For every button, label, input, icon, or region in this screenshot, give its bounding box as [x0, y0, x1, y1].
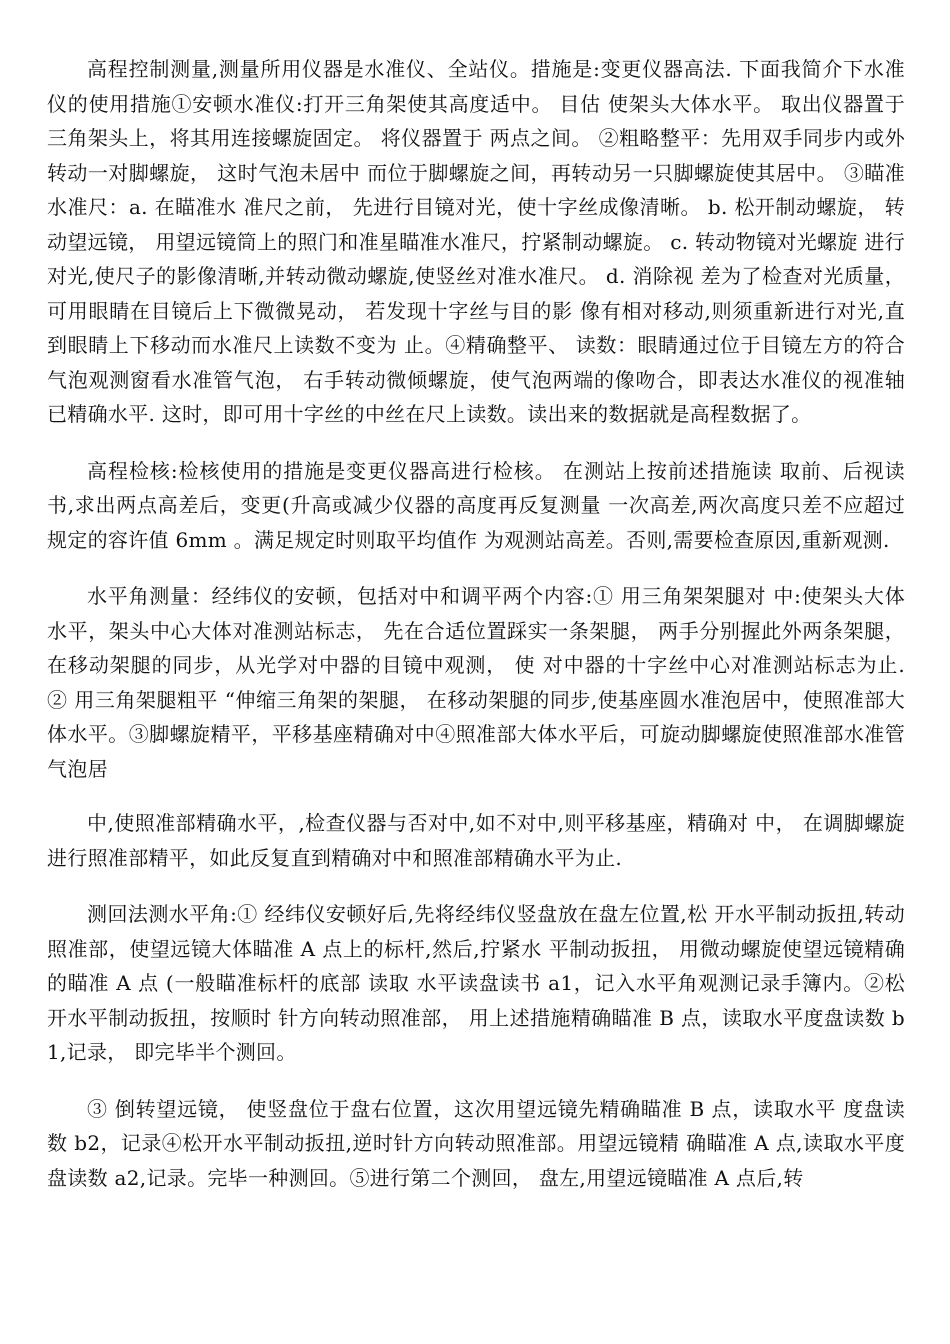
paragraph-elevation-check: 高程检核:检核使用的措施是变更仪器高进行检核。 在测站上按前述措施读 取前、后视读书,求出两点高差后，变更(升高或减少仪器的高度再反复测量 一次高差,两次高度只差不应超过规定的容许值 6mm 。满足规定时则取平均值作 为观测站高差。否则,需要检查原因,重新观测. [47, 458, 905, 552]
document-body [47, 52, 905, 1217]
paragraph-observation-method: 测回法测水平角:① 经纬仪安顿好后,先将经纬仪竖盘放在盘左位置,松 开水平制动扳扭,转动照准部，使望远镜大体瞄准 A 点上的标杆,然后,拧紧水 平制动扳扭， 用微动螺旋使望远镜精确的瞄准 A 点 (一般瞄准标杆的底部 读取 水平读盘读书 a1，记入水平角观测记录手簿内。②松开水平制动扳扭，按顺时 针方向转动照准部， 用上述措施精确瞄准 B 点，读取水平度盘读数 b1,记录， 即完毕半个测回。 [47, 902, 905, 1064]
paragraph-horizontal-angle: 水平角测量：经纬仪的安顿，包括对中和调平两个内容:① 用三角架架腿对 中:使架头大体水平，架头中心大体对准测站标志， 先在合适位置踩实一条架腿， 两手分别握此外两条架腿，在移动架腿的同步，从光学对中器的目镜中观测， 使 对中器的十字丝中心对准测站标志为止. ② 用三角架腿粗平 “伸缩三角架的架腿， 在移动架腿的同步,使基座圆水准泡居中，使照准部大体水平。③脚螺旋精平，平移基座精确对中④照准部大体水平后，可旋动脚螺旋使照准部水准管气泡居 [47, 584, 905, 781]
paragraph-leveling-control: 高程控制测量,测量所用仪器是水准仪、全站仪。措施是:变更仪器高法. 下面我简介下水准仪的使用措施①安顿水准仪:打开三角架使其高度适中。 目估 使架头大体水平。 取出仪器置于三角架头上，将其用连接螺旋固定。 将仪器置于 两点之间。 ②粗略整平：先用双手同步内或外转动一对脚螺旋， 这时气泡未居中 而位于脚螺旋之间，再转动另一只脚螺旋使其居中。 ③瞄准水准尺：a. 在瞄准水 准尺之前， 先进行目镜对光，使十字丝成像清晰。 b. 松开制动螺旋， 转动望远镜， 用望远镜筒上的照门和准星瞄准水准尺，拧紧制动螺旋。 c. 转动物镜对光螺旋 进行对光,使尺子的影像清晰,并转动微动螺旋,使竖丝对准水准尺。 d. 消除视 差为了检查对光质量，可用眼睛在目镜后上下微微晃动， 若发现十字丝与目的影 像有相对移动,则须重新进行对光,直到眼睛上下移动而水准尺上读数不变为 止。④精确整平、 读数：眼睛通过位于目镜左方的符合气泡观测窗看水准管气泡， 右手转动微倾螺旋，使气泡两端的像吻合，即表达水准仪的视准轴已精确水平. 这时，即可用十字丝的中丝在尺上读数。读出来的数据就是高程数据了。 [47, 57, 905, 426]
paragraph-second-half-round: ③ 倒转望远镜， 使竖盘位于盘右位置，这次用望远镜先精确瞄准 B 点，读取水平 度盘读数 b2，记录④松开水平制动扳扭,逆时针方向转动照准部。用望远镜精 确瞄准 A 点,读取水平度盘读数 a2,记录。完毕一种测回。⑤进行第二个测回， 盘左,用望远镜瞄准 A 点后,转 [47, 1096, 905, 1190]
paragraph-centering: 中,使照准部精确水平，,检查仪器与否对中,如不对中,则平移基座，精确对 中， 在调脚螺旋进行照准部精平，如此反复直到精确对中和照准部精确水平为止. [47, 811, 905, 870]
